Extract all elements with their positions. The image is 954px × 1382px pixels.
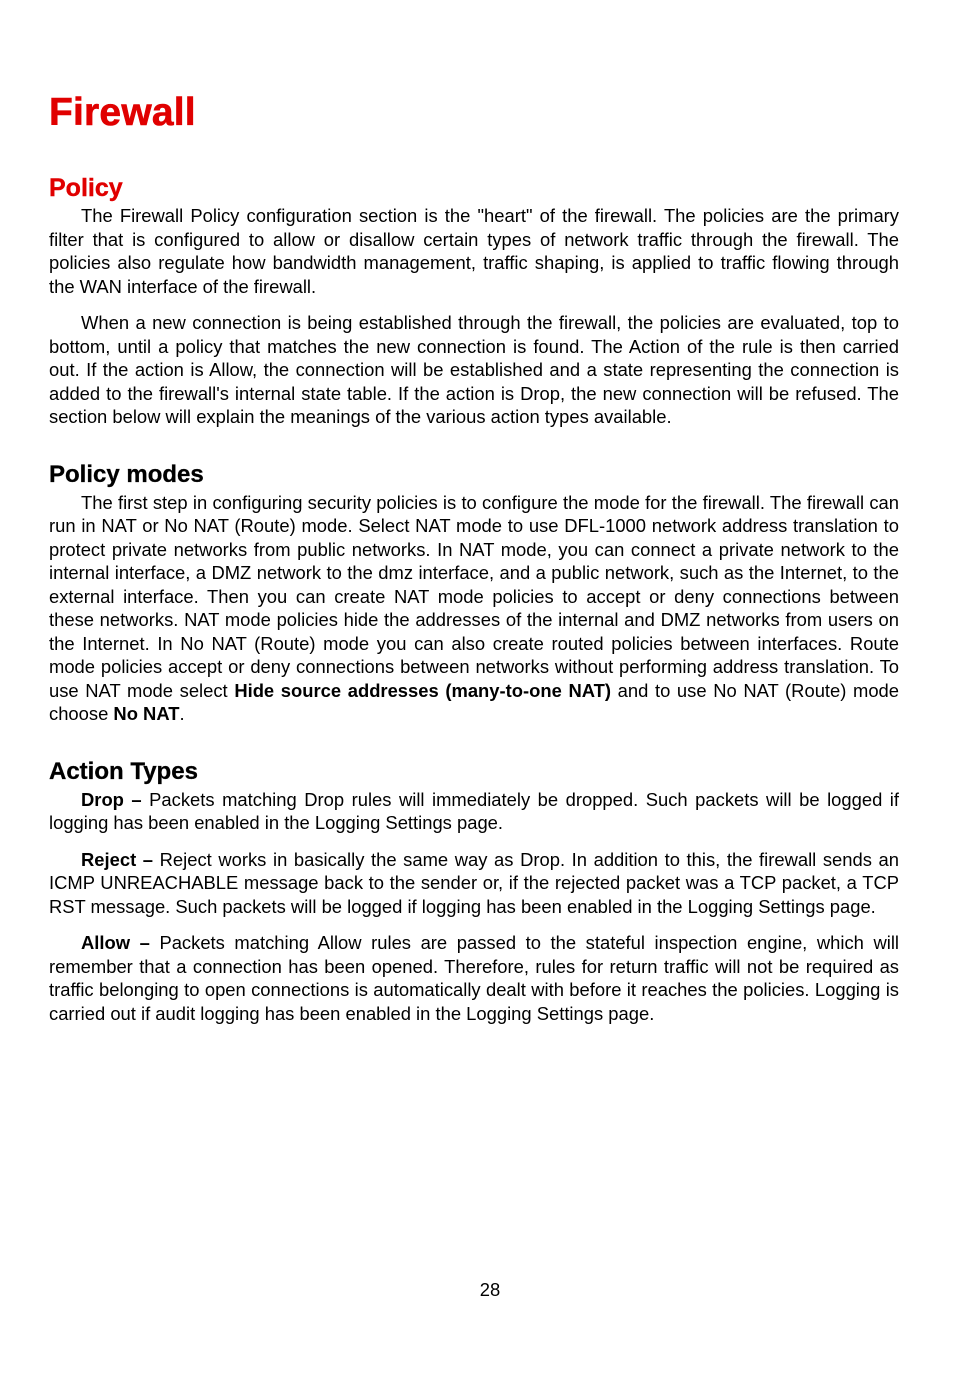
nat-option-label: Hide source addresses (many-to-one NAT)	[234, 679, 612, 701]
page-number: 28	[479, 1279, 501, 1300]
action-allow-term: Allow –	[81, 932, 150, 953]
policy-modes-text-middle: and to use No NAT (Route) mode choose	[49, 679, 900, 724]
action-allow-description: Packets matching Allow rules are passed to the stateful inspection engine, which will remember that a connection has been opened. Therefore, rules for return traffic will not be required as traffic belonging to open connections is automatically dealt with before it reaches the policies. Logging is carried out if audit logging has been enabled in the Logging Settings page.	[49, 932, 899, 1024]
action-drop-paragraph	[49, 788, 899, 835]
action-reject-paragraph	[49, 848, 899, 919]
no-nat-option-label: No NAT	[113, 703, 180, 724]
page-title: Firewall	[49, 91, 196, 134]
policy-paragraph-1: The Firewall Policy configuration section is the "heart" of the firewall. The policies are the primary filter that is configured to allow or disallow certain types of network traffic through the firewall. The policies also regulate how bandwidth management, traffic shaping, is applied to traffic flowing through the WAN interface of the firewall.	[49, 205, 899, 297]
action-reject-term: Reject –	[81, 848, 154, 870]
page-content	[49, 88, 899, 1025]
section-heading-policy-modes: Policy modes	[49, 460, 204, 488]
policy-paragraph-2: When a new connection is being established through the firewall, the policies are evaluated, top to bottom, until a policy that matches the new connection is found. The Action of the rule is then carried out. If the action is Allow, the connection will be established and a state representing the connection is added to the firewall's internal state table. If the action is Drop, the new connection will be refused. The section below will explain the meanings of the various action types available.	[49, 312, 899, 427]
policy-modes-text-end: .	[179, 703, 185, 724]
policy-modes-paragraph	[49, 491, 899, 726]
section-heading-action-types: Action Types	[49, 757, 198, 785]
action-drop-description: Packets matching Drop rules will immediately be dropped. Such packets will be logged if logging has been enabled in the Logging Settings page.	[49, 788, 900, 833]
action-reject-description: Reject works in basically the same way as Drop. In addition to this, the firewall sends an ICMP UNREACHABLE message back to the sender or, if the rejected packet was a TCP packet, a TCP RST message. Such packets will be logged if logging has been enabled in the Logging Settings page.	[49, 848, 899, 917]
action-allow-paragraph	[49, 931, 899, 1025]
policy-modes-text: The first step in configuring security policies is to configure the mode for the firewall. The firewall can run in NAT or No NAT (Route) mode. Select NAT mode to use DFL-1000 network address translation to protect private networks from public networks. In NAT mode, you can connect a private network to the internal interface, a DMZ network to the dmz interface, and a public network, such as the Internet, to the external interface. Then you can create NAT mode policies to accept or deny connections between these networks. NAT mode policies hide the addresses of the internal and DMZ networks from users on the Internet. In No NAT (Route) mode you can also create routed policies between interfaces. Route mode policies accept or deny connections between networks without performing address translation. To use NAT mode select	[49, 491, 899, 701]
action-drop-term: Drop –	[81, 788, 142, 810]
section-heading-policy: Policy	[49, 174, 123, 202]
